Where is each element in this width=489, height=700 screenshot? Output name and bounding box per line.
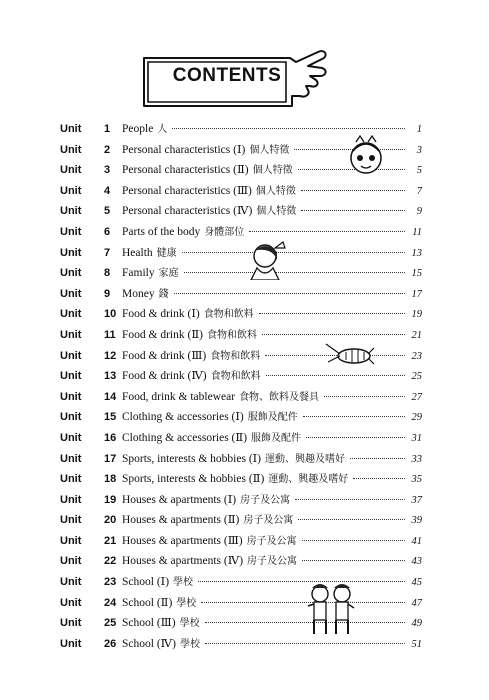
unit-title-chinese: 人 [157, 124, 168, 135]
unit-title-chinese: 學校 [179, 618, 200, 630]
toc-row[interactable] [60, 450, 422, 471]
unit-title-chinese: 學校 [179, 638, 200, 650]
unit-label: Unit [60, 514, 82, 527]
unit-title: Food, drink & tablewear [122, 390, 236, 403]
unit-title-chinese: 食物和飲料 [210, 350, 261, 362]
dot-leader [350, 458, 405, 459]
unit-label: Unit [60, 164, 82, 177]
dot-leader [324, 396, 405, 397]
unit-title-chinese: 房子及公寓 [246, 535, 297, 547]
unit-label: Unit [60, 493, 82, 506]
unit-number: 26 [104, 637, 117, 650]
toc-row[interactable] [60, 285, 422, 306]
unit-number: 17 [104, 452, 117, 465]
toc-row[interactable] [60, 244, 422, 265]
unit-title-chinese: 家庭 [158, 268, 179, 280]
toc-row[interactable] [60, 408, 422, 429]
unit-label: Unit [60, 411, 82, 424]
unit-number: 16 [104, 431, 117, 444]
children-illustration [306, 582, 356, 638]
unit-title: Personal characteristics (Ⅰ) [122, 143, 246, 156]
page-title: CONTENTS [172, 65, 282, 86]
dot-leader [205, 622, 405, 623]
unit-title: School (Ⅰ) [122, 576, 170, 589]
unit-title: Clothing & accessories (Ⅰ) [122, 411, 244, 424]
page-number: 17 [411, 288, 422, 300]
page-number: 49 [411, 618, 422, 630]
unit-title: Houses & apartments (Ⅳ) [122, 555, 244, 568]
toc-row[interactable] [60, 532, 422, 553]
toc-row[interactable] [60, 614, 422, 635]
toc-row[interactable] [60, 470, 422, 491]
dot-leader [303, 416, 405, 417]
page-number: 5 [416, 165, 422, 177]
dot-leader [184, 272, 405, 273]
unit-title: Family [122, 267, 155, 280]
unit-title-chinese: 健康 [156, 247, 177, 259]
page-number: 15 [411, 268, 422, 280]
unit-number: 6 [104, 225, 111, 238]
unit-label: Unit [60, 596, 82, 609]
toc-row[interactable] [60, 305, 422, 326]
unit-label: Unit [60, 287, 82, 300]
unit-number: 8 [104, 267, 111, 280]
unit-title-chinese: 房子及公寓 [240, 494, 291, 506]
dot-leader [306, 437, 405, 438]
unit-label: Unit [60, 184, 82, 197]
unit-label: Unit [60, 308, 82, 321]
unit-title-chinese: 食物和飲料 [203, 309, 254, 321]
sick-person-illustration [243, 238, 287, 280]
toc-row[interactable] [60, 202, 422, 223]
unit-title-chinese: 房子及公寓 [247, 556, 298, 568]
dot-leader [205, 643, 405, 644]
unit-title: School (Ⅲ) [122, 617, 176, 630]
unit-number: 10 [104, 308, 117, 321]
dot-leader [249, 231, 405, 232]
toc-row[interactable] [60, 223, 422, 244]
dot-leader [198, 581, 405, 582]
unit-title: School (Ⅱ) [122, 596, 173, 609]
unit-title-chinese: 學校 [176, 597, 197, 609]
unit-title-chinese: 身體部位 [204, 226, 245, 238]
page-number: 23 [411, 350, 422, 362]
page-number: 35 [411, 474, 422, 486]
unit-number: 7 [104, 246, 111, 259]
unit-number: 5 [104, 205, 111, 218]
contents-header [140, 46, 330, 110]
dot-leader [182, 252, 405, 253]
page-number: 39 [411, 515, 422, 527]
page-number: 45 [411, 577, 422, 589]
dot-leader [172, 128, 405, 129]
unit-label: Unit [60, 267, 82, 280]
dot-leader [259, 313, 405, 314]
page-number: 29 [411, 412, 422, 424]
unit-title-chinese: 運動、興趣及嗜好 [268, 474, 349, 486]
unit-label: Unit [60, 205, 82, 218]
unit-number: 21 [104, 534, 117, 547]
dot-leader [295, 499, 405, 500]
unit-title: Sports, interests & hobbies (Ⅰ) [122, 452, 262, 465]
unit-title: Clothing & accessories (Ⅱ) [122, 431, 248, 444]
unit-number: 15 [104, 411, 117, 424]
unit-number: 18 [104, 473, 117, 486]
unit-number: 23 [104, 576, 117, 589]
toc-row[interactable] [60, 594, 422, 615]
page-number: 31 [411, 432, 422, 444]
unit-label: Unit [60, 123, 82, 135]
page-number: 25 [411, 371, 422, 383]
table-of-contents [60, 120, 422, 655]
unit-label: Unit [60, 328, 82, 341]
unit-title: Parts of the body [122, 225, 201, 238]
unit-title: Sports, interests & hobbies (Ⅱ) [122, 473, 265, 486]
unit-title-chinese: 運動、興趣及嗜好 [265, 453, 346, 465]
unit-number: 19 [104, 493, 117, 506]
unit-title: Houses & apartments (Ⅰ) [122, 493, 237, 506]
unit-label: Unit [60, 431, 82, 444]
unit-number: 3 [104, 164, 111, 177]
child-face-illustration [344, 134, 388, 178]
page-number: 27 [411, 391, 422, 403]
unit-title: People [122, 123, 154, 135]
toc-row[interactable] [60, 264, 422, 285]
unit-title-chinese: 個人特徵 [249, 144, 290, 156]
unit-number: 12 [104, 349, 117, 362]
toc-row[interactable] [60, 182, 422, 203]
unit-number: 20 [104, 514, 117, 527]
unit-title-chinese: 食物、飲料及餐具 [239, 391, 320, 403]
unit-title-chinese: 房子及公寓 [243, 515, 294, 527]
unit-label: Unit [60, 617, 82, 630]
page-number: 51 [411, 638, 422, 650]
unit-title-chinese: 個人特徵 [256, 206, 297, 218]
unit-title-chinese: 錢 [158, 288, 169, 300]
unit-label: Unit [60, 390, 82, 403]
unit-number: 25 [104, 617, 117, 630]
unit-label: Unit [60, 349, 82, 362]
unit-title-chinese: 個人特徵 [255, 185, 296, 197]
unit-title: Personal characteristics (Ⅲ) [122, 184, 252, 197]
unit-label: Unit [60, 143, 82, 156]
page-number: 21 [411, 329, 422, 341]
unit-title-chinese: 服飾及配件 [247, 412, 298, 424]
toc-row[interactable] [60, 635, 422, 656]
unit-title-chinese: 服飾及配件 [251, 432, 302, 444]
unit-title: Personal characteristics (Ⅳ) [122, 205, 253, 218]
unit-title: Houses & apartments (Ⅱ) [122, 514, 240, 527]
toc-row[interactable] [60, 429, 422, 450]
dot-leader [353, 478, 405, 479]
toc-row[interactable] [60, 388, 422, 409]
unit-title: Money [122, 287, 155, 300]
toc-row[interactable] [60, 552, 422, 573]
dot-leader [298, 519, 405, 520]
unit-label: Unit [60, 225, 82, 238]
unit-label: Unit [60, 246, 82, 259]
toc-row[interactable] [60, 573, 422, 594]
unit-title: Food & drink (Ⅳ) [122, 370, 207, 383]
unit-number: 13 [104, 370, 117, 383]
dot-leader [302, 560, 405, 561]
unit-title: Health [122, 246, 153, 259]
lobster-illustration [324, 340, 376, 370]
page-number: 1 [416, 124, 422, 135]
page-number: 37 [411, 494, 422, 506]
dot-leader [301, 190, 405, 191]
dot-leader [262, 334, 405, 335]
unit-title: Food & drink (Ⅲ) [122, 349, 207, 362]
dot-leader [174, 293, 405, 294]
unit-number: 24 [104, 596, 117, 609]
unit-title: Food & drink (Ⅰ) [122, 308, 200, 321]
toc-row[interactable] [60, 491, 422, 512]
toc-row[interactable] [60, 367, 422, 388]
dot-leader [302, 540, 405, 541]
unit-number: 9 [104, 287, 111, 300]
dot-leader [301, 210, 405, 211]
page-number: 43 [411, 556, 422, 568]
unit-number: 22 [104, 555, 117, 568]
unit-label: Unit [60, 637, 82, 650]
unit-title-chinese: 個人特徵 [252, 165, 293, 177]
unit-number: 1 [104, 123, 111, 135]
page-number: 33 [411, 453, 422, 465]
unit-title-chinese: 食物和飲料 [206, 329, 257, 341]
unit-label: Unit [60, 534, 82, 547]
dot-leader [201, 602, 405, 603]
page-number: 7 [416, 185, 422, 197]
page-number: 13 [411, 247, 422, 259]
unit-label: Unit [60, 473, 82, 486]
unit-title: Houses & apartments (Ⅲ) [122, 534, 243, 547]
unit-title: Personal characteristics (Ⅱ) [122, 164, 249, 177]
unit-number: 2 [104, 143, 111, 156]
page-number: 3 [416, 144, 422, 156]
unit-label: Unit [60, 576, 82, 589]
page-number: 19 [411, 309, 422, 321]
unit-title: Food & drink (Ⅱ) [122, 328, 203, 341]
unit-title-chinese: 學校 [173, 577, 194, 589]
unit-number: 11 [104, 328, 116, 341]
page-number: 11 [412, 226, 422, 238]
unit-number: 14 [104, 390, 117, 403]
unit-label: Unit [60, 370, 82, 383]
unit-title: School (Ⅳ) [122, 637, 176, 650]
page-number: 41 [411, 535, 422, 547]
unit-label: Unit [60, 452, 82, 465]
unit-number: 4 [104, 184, 111, 197]
page-number: 9 [416, 206, 422, 218]
unit-title-chinese: 食物和飲料 [210, 371, 261, 383]
dot-leader [266, 375, 405, 376]
toc-row[interactable] [60, 511, 422, 532]
unit-label: Unit [60, 555, 82, 568]
page-number: 47 [411, 597, 422, 609]
